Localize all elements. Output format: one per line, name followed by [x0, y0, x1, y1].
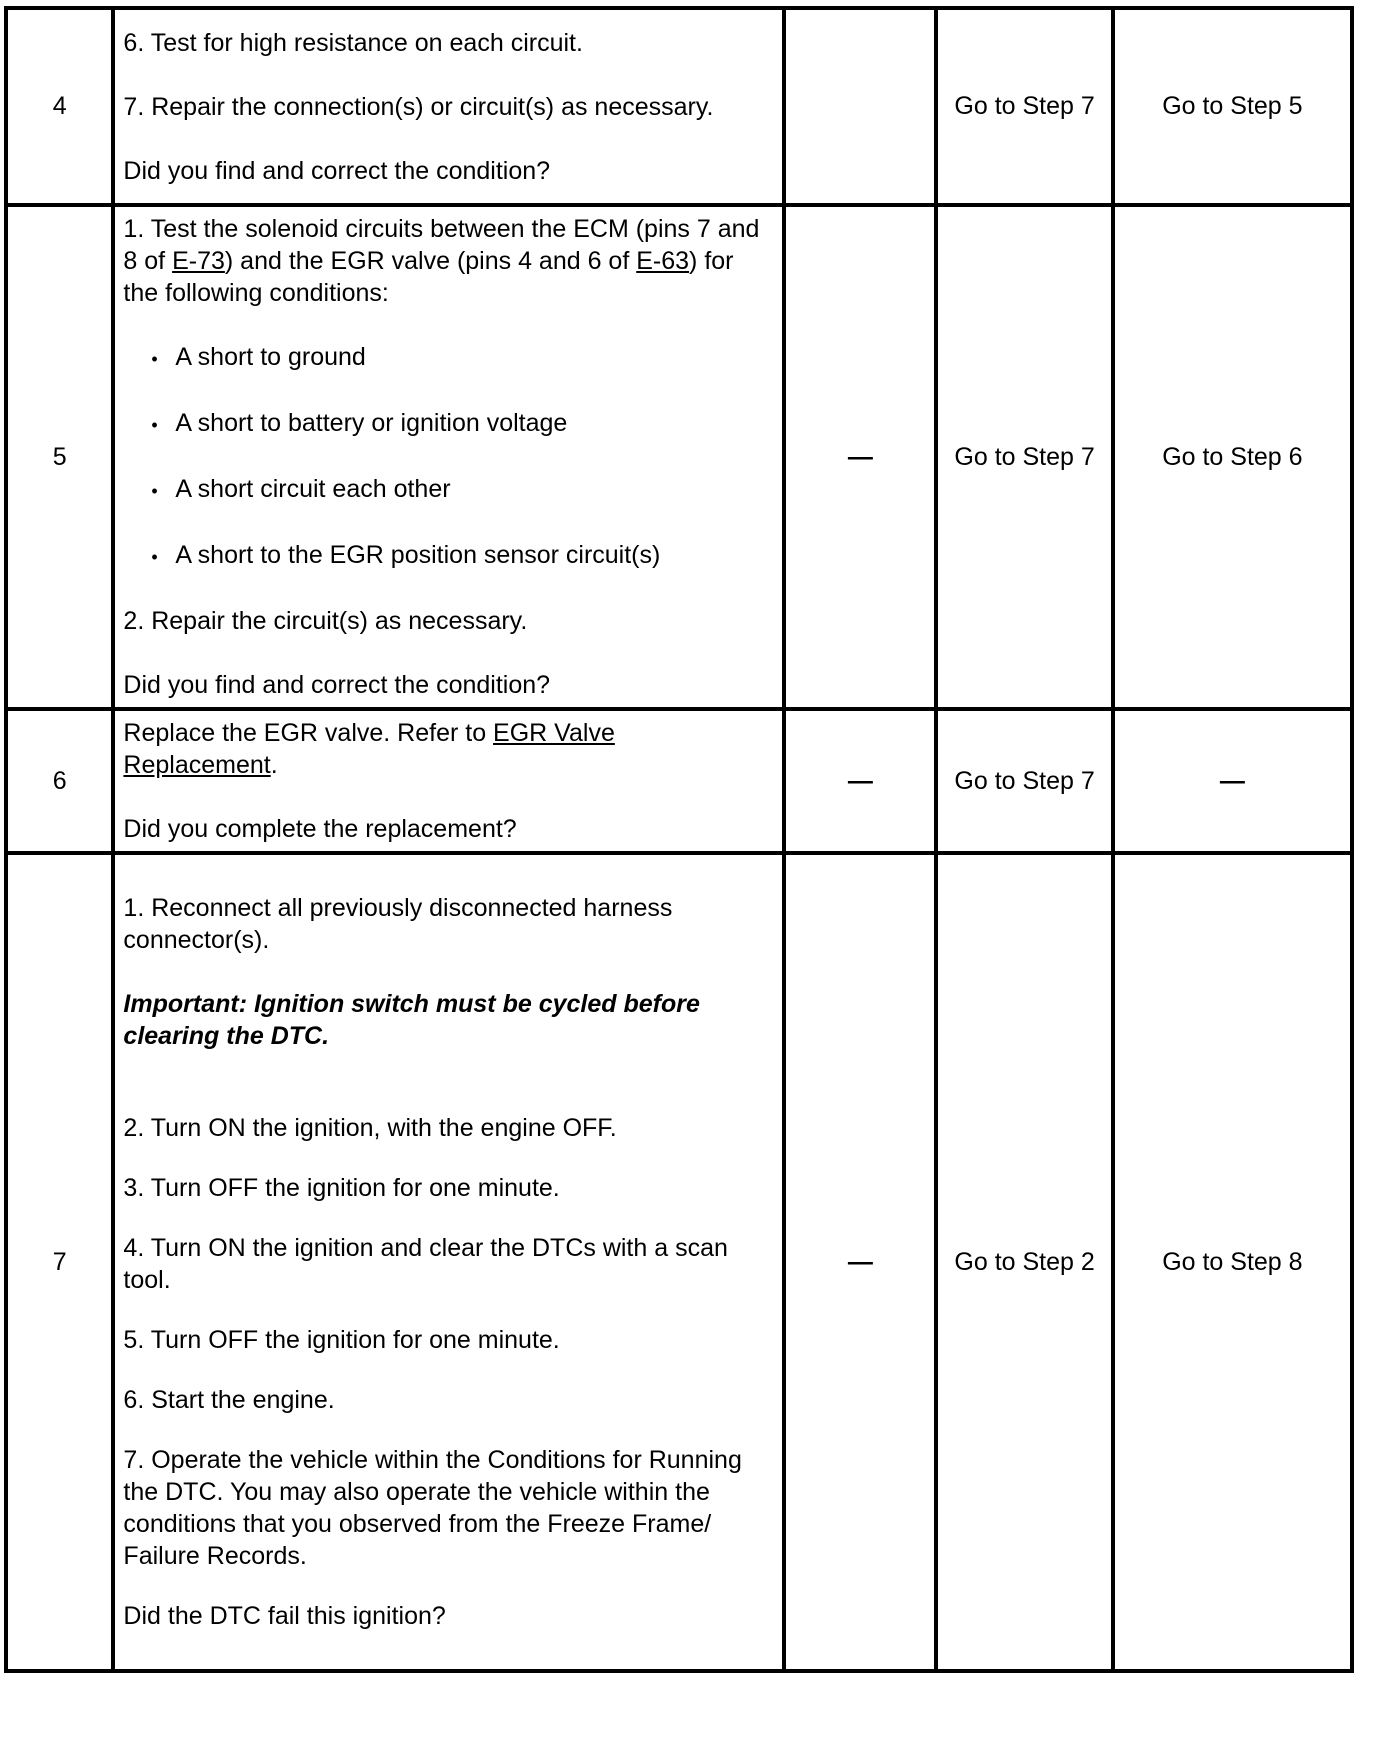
list-item: • A short circuit each other — [151, 473, 774, 507]
action-cell — [113, 709, 784, 853]
yes-cell: Go to Step 7 — [936, 709, 1112, 853]
yes-cell: Go to Step 7 — [936, 8, 1112, 205]
action-text: 5. Turn OFF the ignition for one minute. — [123, 1326, 560, 1354]
action-question: Did you find and correct the condition? — [123, 156, 551, 185]
action-text: 2. Repair the circuit(s) as necessary. — [123, 607, 528, 635]
action-text-part: 1. Test the solenoid circuits between the ECM (pins 7 and 8 of — [123, 215, 760, 275]
step-number: 6 — [6, 709, 113, 853]
action-cell — [113, 8, 784, 205]
action-text: 7. Repair the connection(s) or circuit(s) as necessary. — [123, 92, 714, 121]
action-text-part: ) and the EGR valve (pins 4 and 6 of — [224, 247, 637, 275]
table-row — [6, 8, 1352, 205]
step-number: 7 — [6, 853, 113, 1671]
action-text: 2. Turn ON the ignition, with the engine OFF. — [123, 1114, 617, 1142]
action-text: 3. Turn OFF the ignition for one minute. — [123, 1174, 560, 1202]
action-text: 6. Start the engine. — [123, 1386, 335, 1414]
list-item: • A short to the EGR position sensor circuit(s) — [151, 539, 774, 573]
no-cell: Go to Step 8 — [1113, 853, 1352, 1671]
table-row — [6, 709, 1352, 853]
value-cell: — — [784, 205, 936, 709]
action-question: Did you find and correct the condition? — [123, 671, 551, 699]
connector-link-e73[interactable]: E-73 — [172, 247, 225, 275]
no-cell: Go to Step 5 — [1113, 8, 1352, 205]
action-cell — [113, 205, 784, 709]
action-text-part: Replace the EGR valve. Refer to — [123, 719, 494, 747]
action-text: 4. Turn ON the ignition and clear the DTCs with a scan tool. — [123, 1234, 728, 1294]
table-row — [6, 205, 1352, 709]
yes-cell: Go to Step 7 — [936, 205, 1112, 709]
value-cell: — — [784, 709, 936, 853]
step-number: 4 — [6, 8, 113, 205]
important-note: Important: Ignition switch must be cycled before clearing the DTC. — [123, 990, 700, 1050]
action-text: 1. Reconnect all previously disconnected harness connector(s). — [123, 894, 673, 954]
value-cell — [784, 8, 936, 205]
action-text-part: ) for the following conditions: — [123, 247, 734, 307]
step-number: 5 — [6, 205, 113, 709]
yes-cell: Go to Step 2 — [936, 853, 1112, 1671]
action-text — [123, 717, 774, 781]
no-cell: Go to Step 6 — [1113, 205, 1352, 709]
action-text-part: . — [270, 751, 278, 779]
diagnostic-table — [4, 6, 1354, 1673]
table-row — [6, 853, 1352, 1671]
no-cell: — — [1113, 709, 1352, 853]
action-text: 6. Test for high resistance on each circuit. — [123, 28, 583, 57]
action-question: Did the DTC fail this ignition? — [123, 1602, 446, 1630]
action-text — [123, 213, 774, 309]
action-cell — [113, 853, 784, 1671]
list-item: • A short to ground — [151, 341, 774, 375]
connector-link-e63[interactable]: E-63 — [636, 247, 690, 275]
action-text: 7. Operate the vehicle within the Conditions for Running the DTC. You may also operate the vehicle within the conditions that you observed from the Freeze Frame/ Failure Records. — [123, 1446, 742, 1570]
value-cell: — — [784, 853, 936, 1671]
egr-valve-replacement-link[interactable]: EGR Valve Replacement — [123, 719, 615, 779]
action-question: Did you complete the replacement? — [123, 815, 517, 843]
condition-list — [123, 341, 774, 573]
list-item: • A short to battery or ignition voltage — [151, 407, 774, 441]
